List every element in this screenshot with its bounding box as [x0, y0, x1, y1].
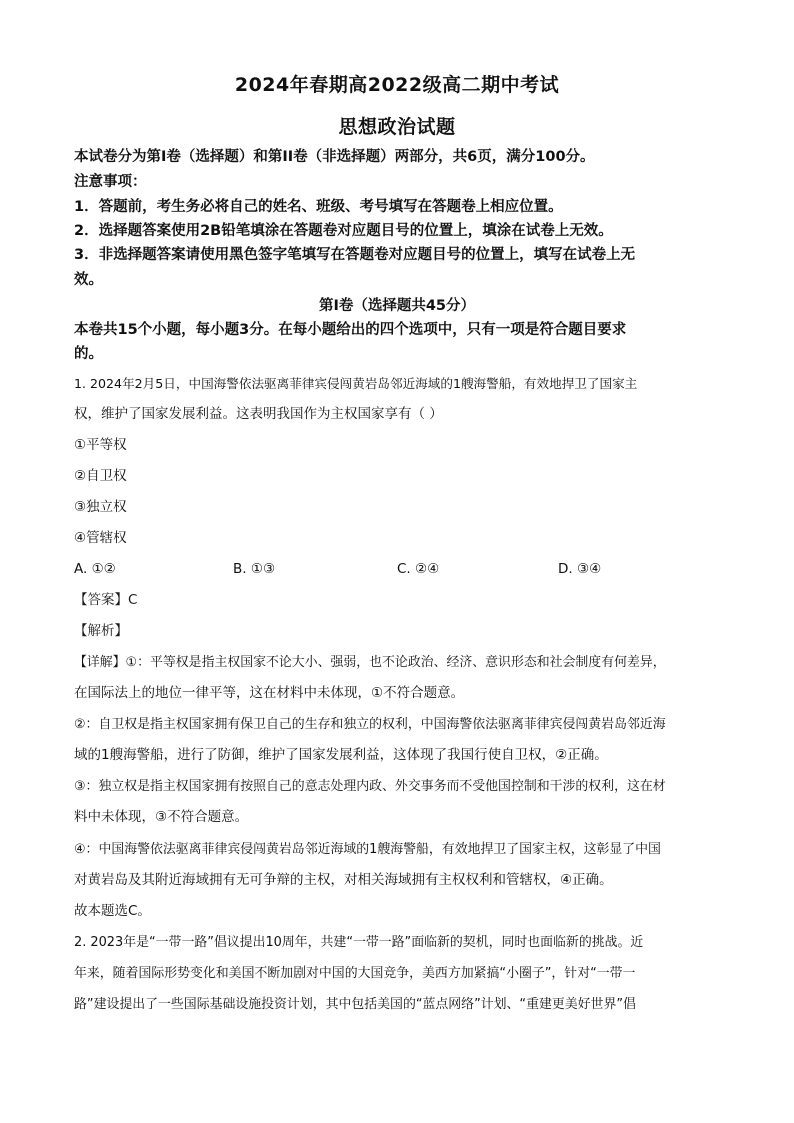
q2-stem-line-2: 年来，随着国际形势变化和美国不断加剧对中国的大国竞争，美西方加紧搞“小圈子”，针对“一带一 — [74, 966, 636, 981]
q1-item-1: ①平等权 — [74, 437, 127, 453]
q2-stem-line-1: 2. 2023年是“一带一路”倡议提出10周年，共建“一带一路”面临新的契机，同时也面临新的挑战。近 — [74, 935, 644, 950]
q1-item-4: ④管辖权 — [74, 530, 127, 546]
q1-stem-line-1: 1. 2024年2月5日，中国海警依法驱离菲律宾侵闯黄岩岛邻近海域的1艘海警船，有效地捍卫了国家主 — [74, 376, 638, 391]
q1-answer: 【答案】C — [74, 592, 138, 608]
q1-stem-line-2: 权，维护了国家发展利益。这表明我国作为主权国家享有（ ） — [74, 406, 443, 422]
q1-detail-line-4: 域的1艘海警船，进行了防御，维护了国家发展利益，这体现了我国行使自卫权，②正确。 — [74, 747, 608, 763]
note-3-line-2: 效。 — [74, 272, 103, 288]
q1-item-3: ③独立权 — [74, 499, 127, 515]
q1-conclusion: 故本题选C。 — [74, 903, 151, 919]
q1-detail-line-5: ③：独立权是指主权国家拥有按照自己的意志处理内政、外交事务而不受他国控制和干涉的权利，这在材 — [74, 779, 666, 794]
q1-option-d: D. ③④ — [558, 561, 602, 577]
note-2: 2．选择题答案使用2B铅笔填涂在答题卷对应题目号的位置上，填涂在试卷上无效。 — [74, 223, 613, 239]
note-3-line-1: 3．非选择题答案请使用黑色签字笔填写在答题卷对应题目号的位置上，填写在试卷上无 — [74, 247, 636, 263]
subject-title: 思想政治试题 — [338, 116, 456, 138]
q1-option-a: A. ①② — [74, 561, 116, 577]
section-title: 第Ⅰ卷（选择题共45分） — [318, 298, 476, 314]
section-desc-line-2: 的。 — [74, 346, 103, 362]
q1-detail-line-6: 料中未体现，③不符合题意。 — [74, 809, 249, 825]
exam-title: 2024年春期高2022级高二期中考试 — [234, 74, 560, 96]
q1-option-c: C. ②④ — [397, 561, 440, 577]
q1-detail-line-7: ④：中国海警依法驱离菲律宾侵闯黄岩岛邻近海域的1艘海警船，有效地捍卫了国家主权，这彰显了中国 — [74, 842, 661, 857]
q1-detail-line-2: 在国际法上的地位一律平等，这在材料中未体现，①不符合题意。 — [74, 685, 465, 701]
q1-option-b: B. ①③ — [233, 561, 276, 577]
notes-title: 注意事项： — [74, 174, 147, 190]
q1-detail-line-1: 【详解】①：平等权是指主权国家不论大小、强弱，也不论政治、经济、意识形态和社会制度有何差异， — [74, 655, 666, 670]
q1-detail-line-8: 对黄岩岛及其附近海域拥有无可争辩的主权，对相关海域拥有主权权利和管辖权，④正确。 — [74, 872, 613, 888]
q1-analysis-label: 【解析】 — [74, 623, 128, 639]
intro-text: 本试卷分为第Ⅰ卷（选择题）和第II卷（非选择题）两部分，共6页，满分100分。 — [74, 149, 595, 165]
section-desc-line-1: 本卷共15个小题，每小题3分。在每小题给出的四个选项中，只有一项是符合题目要求 — [74, 322, 627, 338]
q2-stem-line-3: 路”建设提出了一些国际基础设施投资计划，其中包括美国的“蓝点网络”计划、“重建更美好世界”倡 — [74, 997, 636, 1012]
q1-item-2: ②自卫权 — [74, 468, 127, 484]
note-1: 1．答题前，考生务必将自己的姓名、班级、考号填写在答题卷上相应位置。 — [74, 199, 563, 215]
q1-detail-line-3: ②：自卫权是指主权国家拥有保卫自己的生存和独立的权利，中国海警依法驱离菲律宾侵闯黄岩岛邻近海 — [74, 717, 666, 732]
